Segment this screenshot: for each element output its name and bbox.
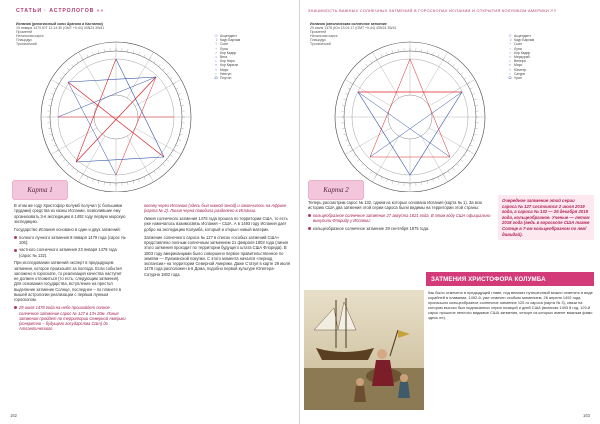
degree-tick — [427, 50, 428, 53]
bullet-item — [308, 213, 492, 224]
paragraph: Линия солнечного затмения 1478 года прошла по территории США, то есть уже намечалось взаимосвязь Испания – США. А в 1493 году Испания дает добро на экспедицию Колумба, который и открыл новый материк. — [144, 216, 288, 232]
degree-tick — [467, 83, 470, 85]
degree-tick — [98, 181, 99, 184]
degree-tick — [361, 68, 363, 70]
degree-tick — [158, 64, 160, 66]
legend-label: Нептун — [220, 71, 232, 76]
paragraph: Теперь рассмотрим сарос № 132, одним из которых основана Испания (карта № 1). За всю историю США два затмения этой серии сароса были видимы на территории этой страны: — [308, 200, 483, 211]
degree-tick — [475, 105, 478, 106]
degree-tick — [475, 128, 478, 129]
bullet-icon — [14, 249, 17, 252]
chart1-meta-program: Прометей — [16, 30, 33, 35]
left-header-arrows: »» — [96, 8, 105, 14]
degree-tick — [144, 54, 145, 57]
degree-tick — [139, 179, 140, 182]
legend-label: Луна — [514, 46, 522, 51]
degree-tick — [149, 57, 151, 60]
bullet-item — [14, 235, 126, 246]
degree-tick — [154, 171, 156, 173]
chart1-meta-date: 19 января 1479 ЮТ 12:14:30 (GMT +0:44) 40N24 3W41 — [16, 26, 105, 31]
degree-tick — [170, 77, 172, 79]
paragraph: Затмение солнечного сароса № 127 в список «особых затмений США» представлено полным солнечным затмением 21 февраля 1803 года (линия этого затмения проходит по территории будущего штата США Флорида). В 1803 году американцами было совершено первое правительственное по землям — Луизианской покупки. С этого момента начался «период экспансии» на территории Северной Америки. Даже Статуя в карте 29 июля 1478 года расположен в 6 Дома, подобно первой культуре Юпитера-Сатурна 1802 года. — [144, 234, 291, 277]
degree-tick — [180, 134, 183, 135]
bullet-text: кольцеобразное солнечное затмение 29 сентября 1875 года. — [313, 225, 430, 231]
chart2-meta-zodiac: Тропический — [310, 42, 331, 47]
degree-tick — [467, 150, 470, 152]
degree-tick — [461, 73, 463, 75]
degree-tick — [178, 93, 181, 94]
degree-tick — [87, 177, 88, 180]
bullet-icon — [308, 227, 311, 230]
planet-glyph-icon: ♅ — [214, 63, 218, 68]
degree-tick — [72, 168, 74, 170]
degree-tick — [104, 182, 105, 185]
degree-tick — [76, 171, 78, 173]
degree-tick — [474, 134, 477, 135]
degree-tick — [343, 134, 346, 135]
degree-tick — [82, 174, 84, 177]
chart2-wheel — [310, 22, 510, 192]
degree-tick — [370, 60, 372, 62]
degree-tick — [464, 155, 466, 157]
chart1-legend-row — [214, 76, 240, 80]
page-number-right: 163 — [583, 413, 590, 418]
legend-label: Каур Бархам — [514, 38, 535, 43]
degree-tick — [392, 181, 393, 184]
planet-glyph-icon: ♀ — [508, 46, 512, 51]
degree-tick — [56, 83, 59, 85]
chart1-caption: Карта 1 — [12, 180, 68, 200]
planet-glyph-icon: ☿ — [508, 42, 512, 47]
degree-tick — [133, 181, 134, 184]
degree-tick — [376, 174, 378, 177]
degree-tick — [176, 88, 179, 89]
columbus-painting-image — [304, 290, 424, 410]
legend-label: Асцендент — [514, 34, 531, 38]
chart1-meta-house: Плацидус — [16, 38, 32, 43]
degree-tick — [53, 88, 56, 89]
degree-tick — [92, 179, 93, 182]
chart2-meta-type: Натальная карта — [310, 34, 338, 39]
degree-tick — [438, 177, 439, 180]
degree-tick — [76, 60, 78, 62]
planet-glyph-icon: ♇ — [508, 71, 512, 76]
degree-tick — [381, 54, 382, 57]
degree-tick — [53, 145, 56, 146]
bullet-icon — [308, 214, 311, 217]
paragraph: В этом же году Христофор Колумб получил (с большими трудами) средства из казны Испании, позволившие ему организовать 3-я экспедицию в 1492 году первую морскую экспедицию. — [14, 203, 126, 224]
left-running-header — [16, 8, 104, 14]
degree-tick — [443, 57, 445, 60]
highlight-text: океану через Испанию (здесь был южной зоной) и закончилось на Африке (карта № 2). Линия черна поводила разделено в Испании. — [144, 203, 287, 214]
degree-tick — [474, 99, 477, 100]
degree-tick — [167, 159, 169, 161]
degree-tick — [461, 159, 463, 161]
degree-tick — [82, 57, 84, 60]
chart2-legend-row — [508, 76, 534, 80]
chart1-meta-type: Натальная карта — [16, 34, 44, 39]
degree-tick — [472, 140, 475, 141]
planet-glyph-icon: ♂ — [214, 50, 218, 55]
degree-tick — [357, 159, 359, 161]
chart2-meta-program: Прометей — [310, 30, 327, 35]
bullet-text: частного солнечного затмения 23 января 1479 года (сарос № 132). — [19, 247, 117, 258]
degree-tick — [376, 57, 378, 60]
highlight-text: 29 июля 1478 года на небе произойдет полное солнечное затмение сарос № 127 в 13ч 20м. Линия затмения пройдет по территории Северной Америки (конкретно – будущего государства США) до Атлантического — [19, 305, 126, 332]
legend-label: Солн — [514, 42, 523, 47]
degree-tick — [127, 49, 128, 52]
bullet-icon — [14, 236, 17, 239]
degree-tick — [51, 140, 54, 141]
degree-tick — [149, 174, 151, 177]
degree-tick — [421, 49, 422, 52]
chart1-legend — [214, 34, 240, 80]
planet-glyph-icon: ♃ — [508, 55, 512, 60]
degree-tick — [386, 179, 387, 182]
degree-tick — [427, 181, 428, 184]
degree-tick — [170, 155, 172, 157]
degree-tick — [472, 93, 475, 94]
degree-tick — [144, 177, 145, 180]
degree-tick — [398, 182, 399, 185]
eclipse-callout — [498, 195, 594, 240]
chart2-legend — [508, 34, 534, 80]
degree-tick — [398, 49, 399, 52]
bullet-icon — [14, 306, 17, 309]
chart2-meta-house: Плацидус — [310, 38, 326, 43]
degree-tick — [381, 177, 382, 180]
degree-tick — [452, 168, 454, 170]
degree-tick — [457, 68, 459, 70]
degree-tick — [350, 83, 353, 85]
legend-label: Марс — [514, 63, 523, 68]
left-column-1 — [14, 203, 126, 334]
degree-tick — [343, 99, 346, 100]
planet-glyph-icon: ☉ — [214, 34, 218, 38]
bullet-item — [308, 226, 492, 231]
degree-tick — [457, 164, 459, 166]
page-number-left: 162 — [10, 413, 17, 418]
degree-tick — [92, 52, 93, 55]
section-banner: ЗАТМЕНИЯ ХРИСТОФОРА КОЛУМБА — [426, 272, 594, 286]
chart2-meta-title: Испания (католическая солнечное затмение — [310, 22, 387, 26]
degree-tick — [49, 134, 52, 135]
chart1-meta-zodiac: Тропический — [16, 42, 37, 47]
planet-glyph-icon: ♆ — [508, 67, 512, 72]
legend-label: Венера — [514, 59, 526, 64]
left-header-title: СТАТЬИ · АСТРОЛОГОВ — [16, 8, 95, 14]
legend-label: Кор Наро — [220, 59, 235, 64]
degree-tick — [87, 54, 88, 57]
bullet-text: полного лунного затмения 8 января 1479 года (сарос № 106); — [19, 234, 126, 245]
degree-tick — [72, 64, 74, 66]
highlight-text: кольцеобразное солнечное затмение 27 августа 1821 года. В этом году США официально выкупили Флориду у Испании; — [313, 213, 491, 224]
degree-tick — [370, 171, 372, 173]
legend-label: Юпитер — [514, 67, 527, 72]
degree-tick — [443, 174, 445, 177]
degree-tick — [448, 60, 450, 62]
planet-glyph-icon: ☽ — [214, 38, 218, 43]
planet-glyph-icon: ♄ — [214, 59, 218, 64]
degree-tick — [357, 73, 359, 75]
legend-label: Кор Карили — [220, 63, 239, 68]
degree-tick — [353, 77, 355, 79]
planet-glyph-icon: ♄ — [508, 59, 512, 64]
degree-tick — [386, 52, 387, 55]
degree-tick — [181, 128, 184, 129]
degree-tick — [345, 140, 348, 141]
chart2-caption: Карта 2 — [308, 180, 364, 200]
legend-label: Плутон — [220, 76, 232, 81]
degree-tick — [361, 164, 363, 166]
planet-glyph-icon: ♂ — [508, 50, 512, 55]
degree-tick — [67, 164, 69, 166]
degree-tick — [342, 105, 345, 106]
degree-tick — [433, 52, 434, 55]
legend-label: Кор Кадир — [220, 50, 237, 55]
legend-label: Вега — [220, 55, 228, 60]
legend-label: Асцендент — [220, 34, 237, 38]
degree-tick — [173, 150, 176, 152]
planet-glyph-icon: ♅ — [508, 63, 512, 68]
right-column-2 — [428, 290, 594, 323]
chart2-house-lines — [335, 42, 485, 192]
degree-tick — [154, 60, 156, 62]
legend-label: Кор Кадир — [514, 50, 531, 55]
degree-tick — [158, 168, 160, 170]
degree-tick — [49, 99, 52, 100]
chart2-meta-date: 29 июля 1478 (Юл 13:01:17 (GMT +0:44) 40N24 3W41 — [310, 26, 397, 31]
paragraph: Как было отмечено в предыдущей главе, под великих путешествий можно отметить в виде кораблей в плавании, 1492-й, уже отмечен особым затмением. 26 апреля 1492 года произошло кольцеобразное солнечное затмение 120-го сароса (карта № 3), связи на котором высоко был подписанных серии позиций и дней США (включая 1493 й год. 120-й сарос прошлое неплохо видимые США затмения, четыре из которых имеют важным фамо здесь не). — [428, 290, 593, 321]
degree-tick — [51, 93, 54, 94]
degree-tick — [438, 54, 439, 57]
degree-tick — [181, 105, 184, 106]
planet-glyph-icon: ♃ — [214, 55, 218, 60]
right-header-title: ЗНАЧИМОСТЬ ВАЖНЫХ СОЛНЕЧНЫХ ЗАТМЕНИЙ В ГОРОСКОПАХ ИСПАНИИ И ОТКРЫТИЯ КОЛУМБОМ АМЕРИКИ — [308, 8, 549, 13]
chart1-wheel — [16, 22, 216, 192]
degree-tick — [347, 88, 350, 89]
degree-tick — [448, 171, 450, 173]
planet-glyph-icon: ☉ — [508, 34, 512, 38]
degree-tick — [139, 52, 140, 55]
degree-tick — [452, 64, 454, 66]
legend-label: Уран — [514, 76, 522, 81]
chart1-meta-title: Испания (религиозный союз Арагона и Кастилии) — [16, 22, 103, 26]
planet-glyph-icon: ☊ — [214, 76, 218, 81]
paragraph: При исследовании затмений эксперт в предыдущем затмении, которое произошёл за полгода. Если события заложено в гороскопе, то реализация качества наступит не должен отложиться (то есть, следующим затмения). Для основания государства, вступление на престол выделение затмение Солнце, последнее – по планете в вышей астрологии реализации с первым лунным гороскопом. — [14, 260, 122, 303]
degree-tick — [59, 77, 61, 79]
degree-tick — [56, 150, 59, 152]
degree-tick — [470, 145, 473, 146]
degree-tick — [433, 179, 434, 182]
legend-label: Солн — [220, 42, 229, 47]
degree-tick — [366, 64, 368, 66]
degree-tick — [353, 155, 355, 157]
legend-label: Сатурн — [514, 71, 526, 76]
degree-tick — [59, 155, 61, 157]
callout-text: Очередное затмение этой серии сароса № 127 состоится 2 июля 2019 года, а сароса № 132 — 26 декабря 2019 года, кольцеобразное. Ученые — летом 2018 года (ведь в гороскопе США также Солнце в 7-ом кольцеобразном по лев/дивидай). — [502, 198, 590, 237]
paragraph: Государство Испания основано в один и двух затмений: — [14, 226, 121, 232]
degree-tick — [63, 159, 65, 161]
degree-tick — [104, 49, 105, 52]
planet-glyph-icon: ♆ — [214, 67, 218, 72]
degree-tick — [366, 168, 368, 170]
degree-tick — [342, 128, 345, 129]
left-column-2 — [144, 203, 290, 280]
degree-tick — [98, 50, 99, 53]
legend-label: Меркурий — [514, 55, 530, 60]
degree-tick — [345, 93, 348, 94]
degree-tick — [173, 83, 176, 85]
planet-glyph-icon: ☊ — [508, 76, 512, 81]
degree-tick — [347, 145, 350, 146]
degree-tick — [421, 182, 422, 185]
legend-label: Каур Бархам — [220, 38, 241, 43]
degree-tick — [178, 140, 181, 141]
right-running-header — [308, 8, 557, 14]
planet-glyph-icon: ♀ — [214, 46, 218, 51]
degree-tick — [180, 99, 183, 100]
right-header-arrows: »» — [550, 8, 557, 14]
degree-tick — [176, 145, 179, 146]
degree-tick — [163, 68, 165, 70]
degree-tick — [470, 88, 473, 89]
degree-tick — [167, 73, 169, 75]
degree-tick — [67, 68, 69, 70]
planet-glyph-icon: ☽ — [508, 38, 512, 43]
degree-tick — [464, 77, 466, 79]
degree-tick — [392, 50, 393, 53]
bullet-item — [14, 305, 126, 331]
degree-tick — [48, 128, 51, 129]
degree-tick — [127, 182, 128, 185]
legend-label: Марс — [220, 67, 229, 72]
planet-glyph-icon: ♇ — [214, 71, 218, 76]
bullet-item — [14, 247, 126, 258]
legend-label: Луна — [220, 46, 228, 51]
degree-tick — [133, 50, 134, 53]
degree-tick — [163, 164, 165, 166]
degree-tick — [350, 150, 353, 152]
right-page — [300, 0, 600, 424]
degree-tick — [48, 105, 51, 106]
degree-tick — [63, 73, 65, 75]
right-column-1 — [308, 200, 492, 233]
planet-glyph-icon: ☿ — [214, 42, 218, 47]
